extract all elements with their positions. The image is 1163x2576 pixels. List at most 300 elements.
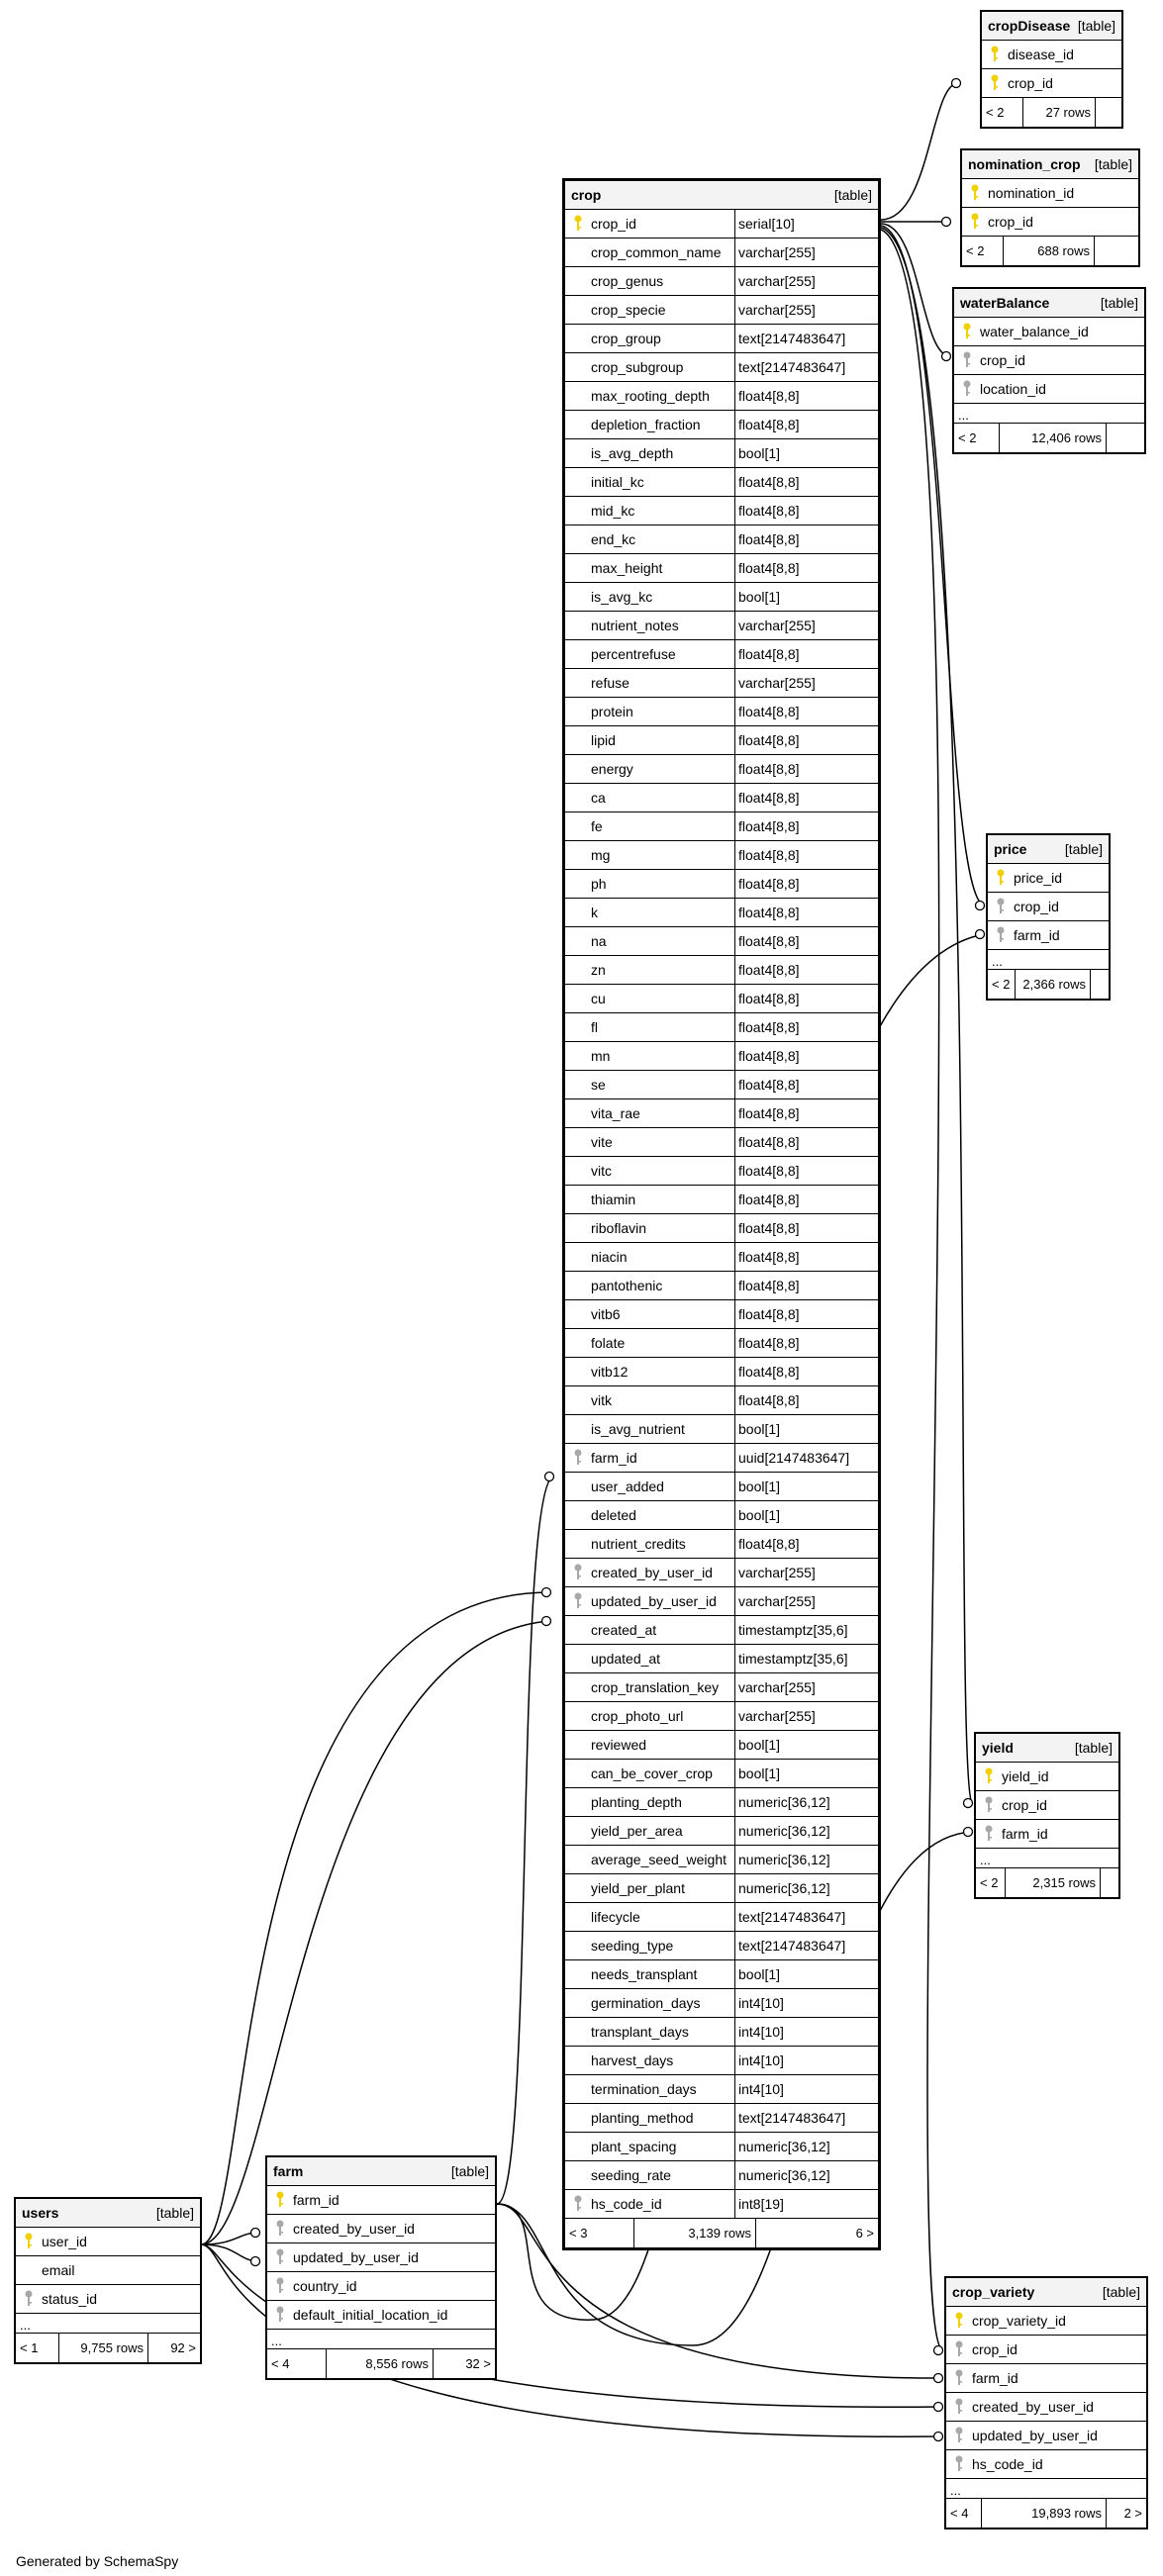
column-row: [267, 2243, 495, 2272]
column-name: crop_id: [988, 214, 1033, 230]
primary-key-icon: [990, 46, 1000, 63]
table-price[interactable]: [986, 833, 1111, 1001]
foreign-key-icon: [954, 2369, 964, 2387]
column-name: [565, 812, 735, 840]
foreign-key-icon: [996, 898, 1006, 915]
column-row: [962, 179, 1138, 208]
more-columns: ...: [976, 1849, 1118, 1868]
column-name: hs_code_id: [972, 2456, 1043, 2472]
table-tag: [table]: [1102, 2284, 1140, 2300]
column-row: [565, 956, 878, 985]
column-row: [565, 1760, 878, 1788]
column-row: [565, 870, 878, 899]
column-name: crop_id: [1008, 75, 1053, 91]
table-tag: [table]: [1077, 18, 1115, 34]
table-tag: [table]: [155, 2205, 194, 2221]
column-name: [565, 1214, 735, 1242]
column-name-text: user_added: [591, 1479, 664, 1494]
column-name: crop_variety_id: [972, 2313, 1066, 2329]
column-row: [565, 1099, 878, 1128]
column-name-text: updated_at: [591, 1651, 661, 1667]
column-name: [565, 1817, 735, 1845]
column-name: yield_id: [1002, 1768, 1049, 1784]
table-footer: [565, 2219, 878, 2247]
column-row: [954, 318, 1144, 346]
column-row: [954, 346, 1144, 375]
column-row: [982, 41, 1121, 69]
parents-count[interactable]: < 2: [954, 424, 1000, 452]
column-row: [946, 2393, 1146, 2422]
column-row: [565, 1989, 878, 2018]
column-name-text: fl: [591, 1019, 598, 1035]
column-row: [565, 1214, 878, 1243]
table-header: [982, 12, 1121, 41]
column-row: [565, 411, 878, 439]
column-type: float4[8,8]: [738, 1364, 800, 1380]
table-name: crop_variety: [952, 2284, 1035, 2300]
column-row: [565, 1300, 878, 1329]
column-name: [565, 1731, 735, 1759]
column-type: numeric[36,12]: [738, 2167, 830, 2183]
column-name: [565, 1042, 735, 1070]
table-footer: [267, 2349, 495, 2378]
column-row: [565, 1444, 878, 1473]
table-name: waterBalance: [960, 295, 1050, 311]
table-name: crop: [571, 187, 602, 203]
column-row: [267, 2272, 495, 2301]
column-row: [565, 2190, 878, 2219]
column-name: farm_id: [1014, 927, 1060, 943]
column-name-text: k: [591, 905, 598, 920]
column-type: varchar[255]: [738, 1593, 816, 1609]
column-type: float4[8,8]: [738, 933, 800, 949]
column-type: text[2147483647]: [738, 1909, 846, 1925]
column-type: varchar[255]: [738, 1565, 816, 1580]
table-header: [946, 2278, 1146, 2307]
primary-key-icon: [996, 869, 1006, 887]
column-name-text: vitb6: [591, 1306, 621, 1322]
column-row: [982, 69, 1121, 98]
more-columns: ...: [988, 950, 1109, 970]
column-name: disease_id: [1008, 47, 1074, 62]
column-name: [565, 1358, 735, 1385]
column-type: varchar[255]: [738, 618, 816, 633]
column-name: [565, 1788, 735, 1816]
column-name-text: crop_genus: [591, 273, 664, 289]
column-row: [565, 1817, 878, 1846]
column-name-text: seeding_rate: [591, 2167, 671, 2183]
column-name: farm_id: [972, 2370, 1018, 2386]
more-columns: ...: [954, 404, 1144, 424]
parents-count[interactable]: < 4: [946, 2499, 982, 2528]
column-name: [565, 296, 735, 324]
column-name: [565, 841, 735, 869]
column-name: crop_id: [980, 352, 1025, 368]
column-name: farm_id: [1002, 1826, 1048, 1842]
column-row: [565, 899, 878, 927]
column-type: numeric[36,12]: [738, 1852, 830, 1867]
column-name: status_id: [42, 2291, 98, 2307]
column-row: [565, 325, 878, 353]
column-name: [565, 1989, 735, 2017]
column-row: [565, 2075, 878, 2104]
table-crop_variety[interactable]: [944, 2276, 1148, 2529]
column-type: varchar[255]: [738, 675, 816, 691]
column-type: int4[10]: [738, 1995, 784, 2011]
column-name: nomination_id: [988, 185, 1075, 201]
column-row: [565, 1071, 878, 1099]
column-type: varchar[255]: [738, 273, 816, 289]
children-count[interactable]: 32 >: [465, 2356, 491, 2371]
column-name: [565, 2075, 735, 2103]
column-name: [565, 210, 735, 238]
table-waterBalance[interactable]: [952, 287, 1146, 454]
column-type: int4[10]: [738, 2052, 784, 2068]
row-count: 27 rows: [1023, 98, 1096, 127]
column-name-text: farm_id: [591, 1450, 637, 1466]
children-count[interactable]: 92 >: [170, 2340, 196, 2355]
column-name-text: thiamin: [591, 1192, 636, 1207]
table-tag: [table]: [1094, 156, 1132, 172]
column-name-text: energy: [591, 761, 633, 777]
column-name: [565, 439, 735, 467]
column-name: user_id: [42, 2234, 87, 2249]
table-tag: [table]: [833, 187, 872, 203]
column-name-text: deleted: [591, 1507, 636, 1523]
column-name: [565, 956, 735, 984]
column-name-text: plant_spacing: [591, 2139, 677, 2154]
column-name-text: vitk: [591, 1392, 612, 1408]
more-columns: ...: [267, 2330, 495, 2349]
column-name-text: ca: [591, 790, 606, 806]
primary-key-icon: [24, 2233, 34, 2250]
column-name-text: transplant_days: [591, 2024, 689, 2040]
table-header: [954, 289, 1144, 318]
column-name: [565, 1071, 735, 1098]
column-type: float4[8,8]: [738, 417, 800, 432]
column-name-text: vitc: [591, 1163, 612, 1179]
foreign-key-icon: [275, 2220, 285, 2238]
column-row: [565, 755, 878, 784]
column-type: varchar[255]: [738, 302, 816, 318]
column-row: [565, 1501, 878, 1530]
column-type: bool[1]: [738, 445, 781, 461]
column-name: [565, 1673, 735, 1701]
column-type: float4[8,8]: [738, 646, 800, 662]
column-row: [565, 1386, 878, 1415]
column-name: created_by_user_id: [293, 2221, 415, 2237]
column-name-text: initial_kc: [591, 474, 644, 490]
column-row: [267, 2186, 495, 2215]
column-name: [565, 1645, 735, 1672]
table-name: nomination_crop: [968, 156, 1081, 172]
column-name-text: pantothenic: [591, 1278, 663, 1293]
column-row: [988, 864, 1109, 893]
foreign-key-icon: [24, 2290, 34, 2308]
children-count[interactable]: 2 >: [1123, 2506, 1142, 2521]
column-row: [565, 1731, 878, 1760]
foreign-key-icon: [962, 380, 972, 398]
column-name: [565, 382, 735, 410]
row-count: 8,556 rows: [327, 2349, 434, 2378]
column-name-text: refuse: [591, 675, 630, 691]
column-name: [565, 669, 735, 697]
table-farm[interactable]: [265, 2155, 497, 2380]
column-type: numeric[36,12]: [738, 1823, 830, 1839]
column-name-text: yield_per_area: [591, 1823, 683, 1839]
parents-count[interactable]: < 2: [988, 970, 1016, 999]
table-name: price: [994, 841, 1027, 857]
column-row: [565, 439, 878, 468]
column-type: float4[8,8]: [738, 962, 800, 978]
column-name: [565, 2018, 735, 2046]
column-row: [565, 726, 878, 755]
column-type: float4[8,8]: [738, 1163, 800, 1179]
row-count: 19,893 rows: [982, 2499, 1107, 2528]
column-type: bool[1]: [738, 1421, 781, 1437]
children-count: [1091, 970, 1109, 999]
column-row: [565, 1960, 878, 1989]
column-name: [565, 1013, 735, 1041]
column-name: [565, 353, 735, 381]
parents-count[interactable]: < 2: [962, 237, 1004, 265]
column-row: [946, 2450, 1146, 2479]
column-type: float4[8,8]: [738, 1306, 800, 1322]
column-name-text: crop_id: [591, 216, 636, 232]
column-name-text: na: [591, 933, 607, 949]
column-name: [565, 325, 735, 352]
column-row: [946, 2307, 1146, 2336]
column-name-text: lipid: [591, 732, 616, 748]
column-name: [565, 1760, 735, 1787]
column-name-text: fe: [591, 818, 603, 834]
table-tag: [table]: [450, 2163, 489, 2179]
table-name: farm: [273, 2163, 304, 2179]
column-name: [565, 1616, 735, 1644]
column-row: [565, 382, 878, 411]
column-row: [565, 640, 878, 669]
column-name: updated_by_user_id: [972, 2428, 1098, 2443]
table-yield[interactable]: [974, 1732, 1120, 1899]
column-row: [988, 893, 1109, 921]
column-name: [565, 1932, 735, 1959]
column-type: float4[8,8]: [738, 761, 800, 777]
column-row: [267, 2301, 495, 2330]
column-name-text: can_be_cover_crop: [591, 1765, 713, 1781]
column-name: [565, 1846, 735, 1873]
column-type: bool[1]: [738, 1966, 781, 1982]
children-count: [1101, 1868, 1118, 1897]
column-type: varchar[255]: [738, 1708, 816, 1724]
column-name: [565, 698, 735, 725]
column-type: float4[8,8]: [738, 1249, 800, 1265]
column-row: [565, 2133, 878, 2161]
column-type: float4[8,8]: [738, 1278, 800, 1293]
column-name: [565, 1186, 735, 1213]
column-type: float4[8,8]: [738, 1192, 800, 1207]
column-name-text: zn: [591, 962, 606, 978]
column-type: int8[19]: [738, 2196, 784, 2212]
column-row: [565, 296, 878, 325]
column-type: numeric[36,12]: [738, 1794, 830, 1810]
column-row: [565, 1243, 878, 1272]
column-type: uuid[2147483647]: [738, 1450, 850, 1466]
table-header: [962, 150, 1138, 179]
column-name-text: created_by_user_id: [591, 1565, 713, 1580]
parents-count[interactable]: < 4: [267, 2349, 327, 2378]
column-name-text: mid_kc: [591, 503, 635, 519]
column-row: [565, 1932, 878, 1960]
table-header: [565, 181, 878, 210]
children-count[interactable]: 6 >: [855, 2226, 874, 2241]
column-name: [565, 468, 735, 496]
parents-count[interactable]: < 2: [982, 98, 1023, 127]
column-name: [565, 899, 735, 926]
column-row: [565, 468, 878, 497]
column-row: [16, 2285, 200, 2314]
column-name: farm_id: [293, 2192, 339, 2208]
column-name: [565, 1587, 735, 1615]
row-count: 3,139 rows: [634, 2219, 756, 2247]
column-name-text: hs_code_id: [591, 2196, 662, 2212]
column-name-text: germination_days: [591, 1995, 701, 2011]
table-name: users: [22, 2205, 59, 2221]
column-row: [565, 1559, 878, 1587]
column-name-text: max_rooting_depth: [591, 388, 710, 404]
column-name-text: lifecycle: [591, 1909, 640, 1925]
column-row: [565, 1013, 878, 1042]
column-type: text[2147483647]: [738, 1938, 846, 1954]
column-type: float4[8,8]: [738, 1019, 800, 1035]
column-row: [565, 1415, 878, 1444]
parents-count[interactable]: < 3: [565, 2219, 634, 2247]
column-row: [565, 698, 878, 726]
table-cropDisease[interactable]: [980, 10, 1123, 129]
column-row: [565, 497, 878, 525]
table-footer: [988, 970, 1109, 999]
table-tag: [table]: [1100, 295, 1138, 311]
column-name-text: crop_common_name: [591, 244, 722, 260]
column-name-text: percentrefuse: [591, 646, 676, 662]
foreign-key-icon: [573, 2195, 583, 2213]
column-name: [565, 411, 735, 438]
column-name-text: crop_group: [591, 331, 661, 346]
column-type: float4[8,8]: [738, 847, 800, 863]
foreign-key-icon: [275, 2277, 285, 2295]
column-type: varchar[255]: [738, 1679, 816, 1695]
column-type: float4[8,8]: [738, 1392, 800, 1408]
table-header: [16, 2199, 200, 2228]
column-name: [565, 267, 735, 295]
table-footer: [962, 237, 1138, 265]
column-row: [565, 2104, 878, 2133]
column-name: [565, 1530, 735, 1558]
table-header: [267, 2157, 495, 2186]
column-row: [565, 612, 878, 640]
primary-key-icon: [275, 2191, 285, 2209]
column-row: [565, 1788, 878, 1817]
column-name: [565, 525, 735, 553]
table-footer: [976, 1868, 1118, 1897]
column-type: float4[8,8]: [738, 732, 800, 748]
foreign-key-icon: [984, 1825, 994, 1843]
column-name-text: harvest_days: [591, 2052, 674, 2068]
column-name-text: mg: [591, 847, 611, 863]
column-type: varchar[255]: [738, 244, 816, 260]
column-name-text: crop_translation_key: [591, 1679, 720, 1695]
column-name: country_id: [293, 2278, 357, 2294]
column-name-text: end_kc: [591, 531, 636, 547]
foreign-key-icon: [996, 926, 1006, 944]
table-users[interactable]: [14, 2197, 202, 2364]
column-name: [565, 1386, 735, 1414]
table-footer: [946, 2499, 1146, 2528]
column-type: float4[8,8]: [738, 704, 800, 719]
column-name: location_id: [980, 381, 1046, 397]
foreign-key-icon: [275, 2306, 285, 2324]
primary-key-icon: [954, 2312, 964, 2330]
children-count: [1096, 98, 1121, 127]
column-name-text: crop_photo_url: [591, 1708, 684, 1724]
column-row: [565, 1874, 878, 1903]
column-type: float4[8,8]: [738, 1220, 800, 1236]
column-name-text: niacin: [591, 1249, 628, 1265]
table-nomination_crop[interactable]: [960, 148, 1140, 267]
column-name-text: created_at: [591, 1622, 657, 1638]
column-name-text: riboflavin: [591, 1220, 647, 1236]
column-name-text: nutrient_credits: [591, 1536, 686, 1552]
table-tag: [table]: [1064, 841, 1103, 857]
column-row: [565, 1846, 878, 1874]
column-row: [565, 1473, 878, 1501]
column-name: [565, 2104, 735, 2132]
column-row: [962, 208, 1138, 237]
column-row: [16, 2228, 200, 2256]
table-header: [976, 1734, 1118, 1763]
column-row: [565, 1329, 878, 1358]
parents-count[interactable]: < 2: [976, 1868, 1006, 1897]
row-count: 12,406 rows: [1000, 424, 1107, 452]
column-name: [565, 870, 735, 898]
column-row: [565, 554, 878, 583]
children-count: [1095, 237, 1138, 265]
more-columns: ...: [946, 2479, 1146, 2499]
column-name: [565, 1960, 735, 1988]
column-name: [565, 1903, 735, 1931]
column-row: [946, 2364, 1146, 2393]
column-name: [565, 1415, 735, 1443]
column-name: crop_id: [972, 2341, 1018, 2357]
column-type: float4[8,8]: [738, 1048, 800, 1064]
row-count: 2,315 rows: [1006, 1868, 1101, 1897]
column-name: [565, 2133, 735, 2160]
parents-count[interactable]: < 1: [16, 2334, 59, 2362]
column-row: [565, 353, 878, 382]
column-name-text: updated_by_user_id: [591, 1593, 717, 1609]
column-name: crop_id: [1014, 899, 1059, 914]
column-name-text: needs_transplant: [591, 1966, 698, 1982]
column-name-text: seeding_type: [591, 1938, 674, 1954]
column-row: [565, 1645, 878, 1673]
column-type: text[2147483647]: [738, 2110, 846, 2126]
foreign-key-icon: [962, 351, 972, 369]
column-name: [565, 2190, 735, 2218]
table-crop[interactable]: [562, 178, 881, 2250]
column-type: text[2147483647]: [738, 359, 846, 375]
column-type: float4[8,8]: [738, 790, 800, 806]
column-name: default_initial_location_id: [293, 2307, 448, 2323]
column-name: [565, 1874, 735, 1902]
